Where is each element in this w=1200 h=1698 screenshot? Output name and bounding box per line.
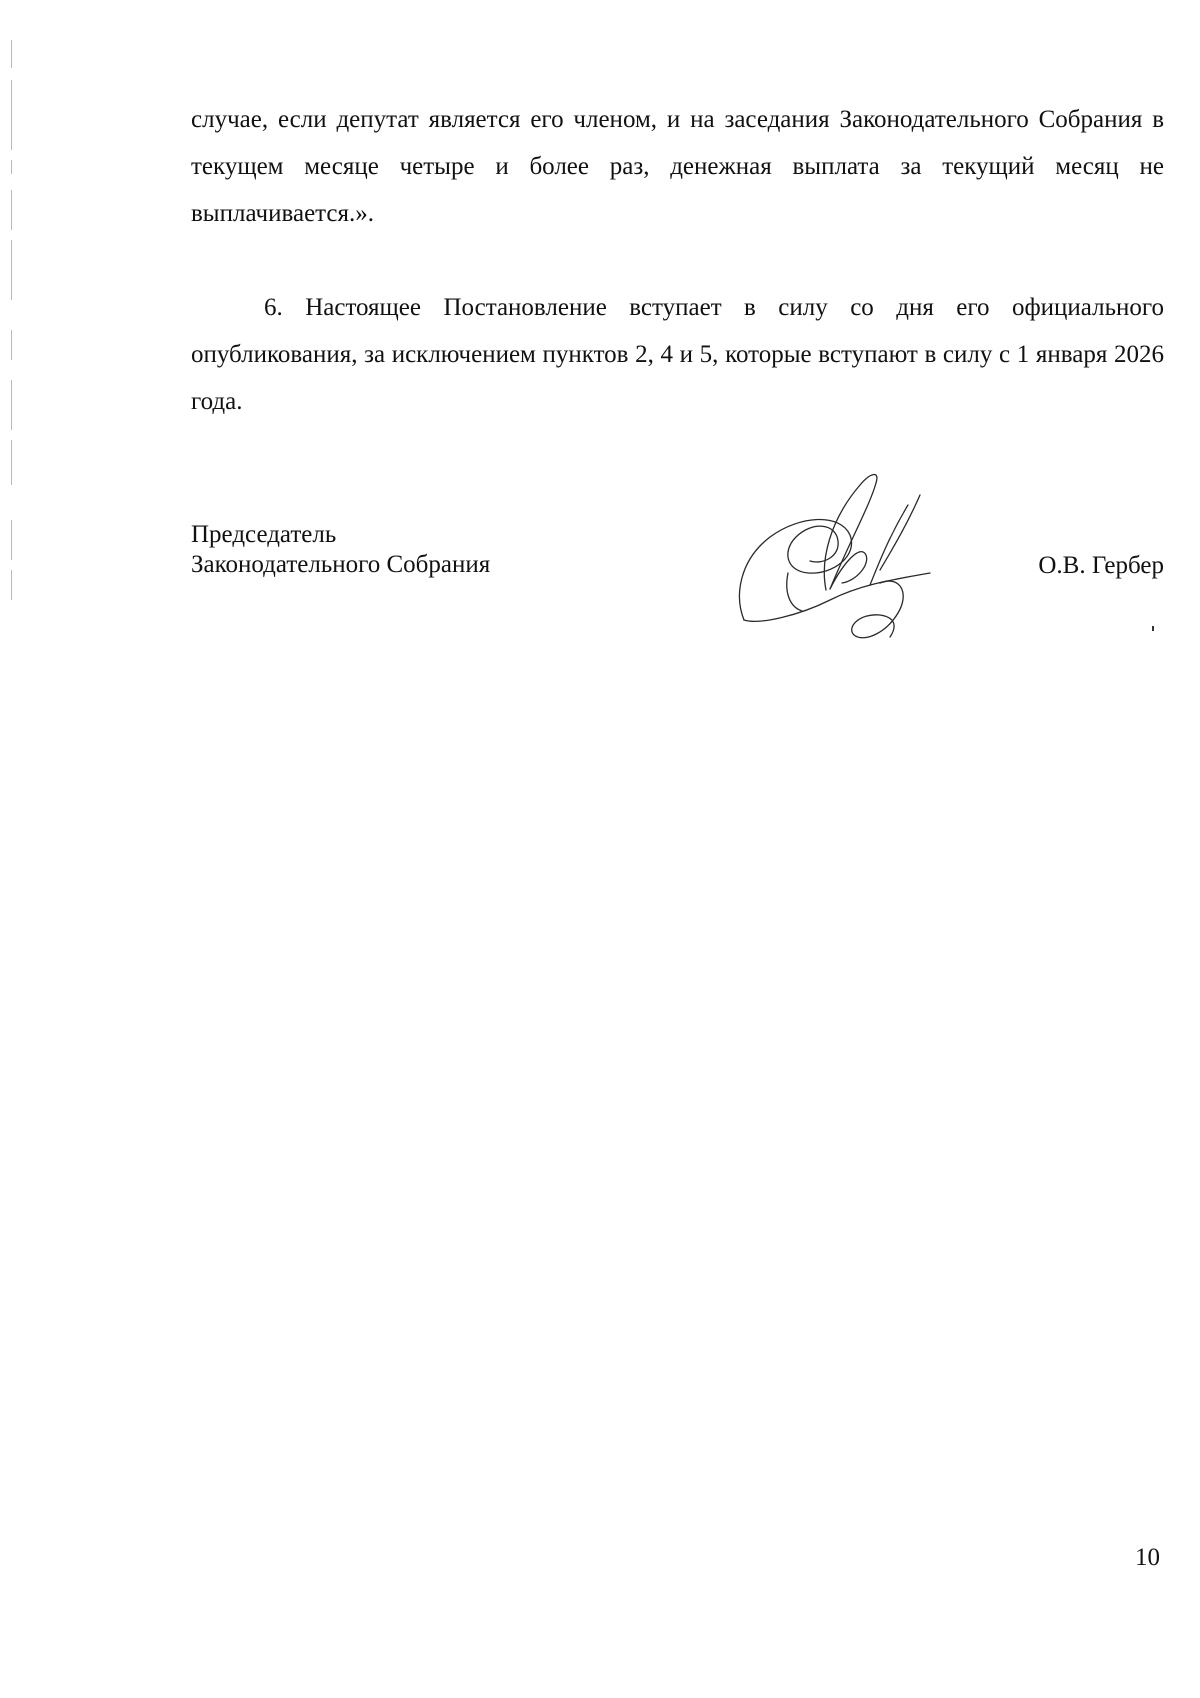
scan-speck	[1152, 626, 1154, 631]
paragraph-6: 6. Настоящее Постановление вступает в силу со дня его официального опубликования, за исключением пунктов 2, 4 и 5, которые вступают в силу с 1 января 2026 года.	[191, 294, 1164, 415]
signatory-title-line2: Законодательного Собрания	[191, 551, 491, 578]
paragraph-continuation: случае, если депутат является его членом, и на заседания Законодательного Собрания в текущем месяце четыре и более раз, денежная выплата за текущий месяц не выплачивается.».	[191, 106, 1164, 227]
signatory-title-line1: Председатель	[191, 521, 337, 548]
scan-edge-artifact	[10, 40, 14, 600]
signatory-title	[191, 520, 490, 580]
signer-name: О.В. Гербер	[1038, 552, 1164, 579]
handwritten-signature-icon	[730, 465, 960, 660]
page-number: 10	[1135, 1544, 1160, 1571]
